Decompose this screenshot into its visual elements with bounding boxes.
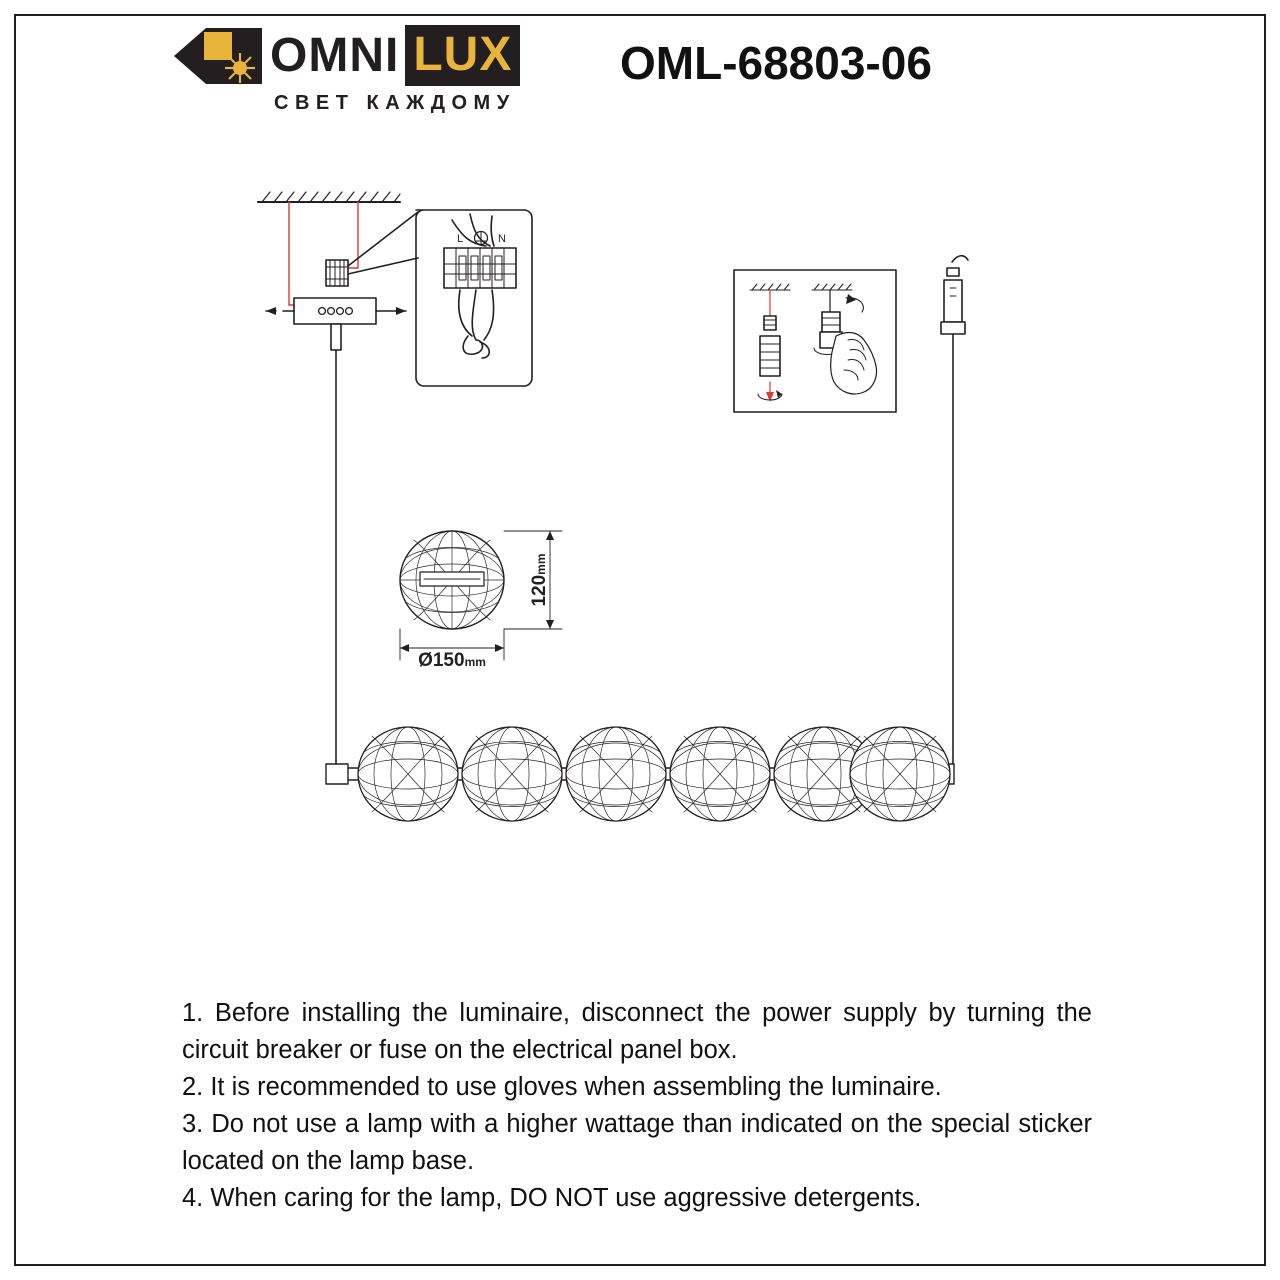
suspension-cable-detail bbox=[941, 256, 968, 770]
instruction-item-1: 1. Before installing the luminaire, disconnect the power supply by turning the circuit breaker or fuse on the electrical panel box. bbox=[182, 999, 1092, 1064]
instructions-list bbox=[182, 995, 1092, 1217]
model-number: OML-68803-06 bbox=[620, 37, 932, 89]
socket-install-detail bbox=[734, 270, 896, 412]
svg-text:L: L bbox=[456, 233, 464, 245]
diagram-svg bbox=[0, 140, 1280, 970]
instruction-item-4: 4. When caring for the lamp, DO NOT use aggressive detergents. bbox=[182, 1184, 922, 1212]
shade-group bbox=[358, 727, 950, 821]
header bbox=[170, 16, 1170, 126]
logo-mark-icon bbox=[170, 28, 262, 100]
assembly-diagram bbox=[0, 140, 1280, 970]
dimension-diameter-label: Ø150mm bbox=[418, 650, 486, 671]
logo-wordmark bbox=[270, 24, 520, 86]
logo-tagline: СВЕТ КАЖДОМУ bbox=[274, 92, 516, 114]
logo-omni-text: OMNI bbox=[270, 28, 400, 82]
logo-lux-text: LUX bbox=[405, 25, 520, 86]
omnilux-logo bbox=[170, 24, 590, 124]
svg-text:N: N bbox=[498, 233, 506, 245]
fixture-assembly bbox=[326, 727, 954, 821]
instruction-item-2: 2. It is recommended to use gloves when assembling the luminaire. bbox=[182, 1073, 942, 1101]
dimension-height-label: 120mm bbox=[529, 553, 550, 607]
instruction-item-3: 3. Do not use a lamp with a higher wattage than indicated on the special sticker located on the lamp base. bbox=[182, 1110, 1092, 1175]
ceiling-mount-detail bbox=[258, 192, 406, 770]
